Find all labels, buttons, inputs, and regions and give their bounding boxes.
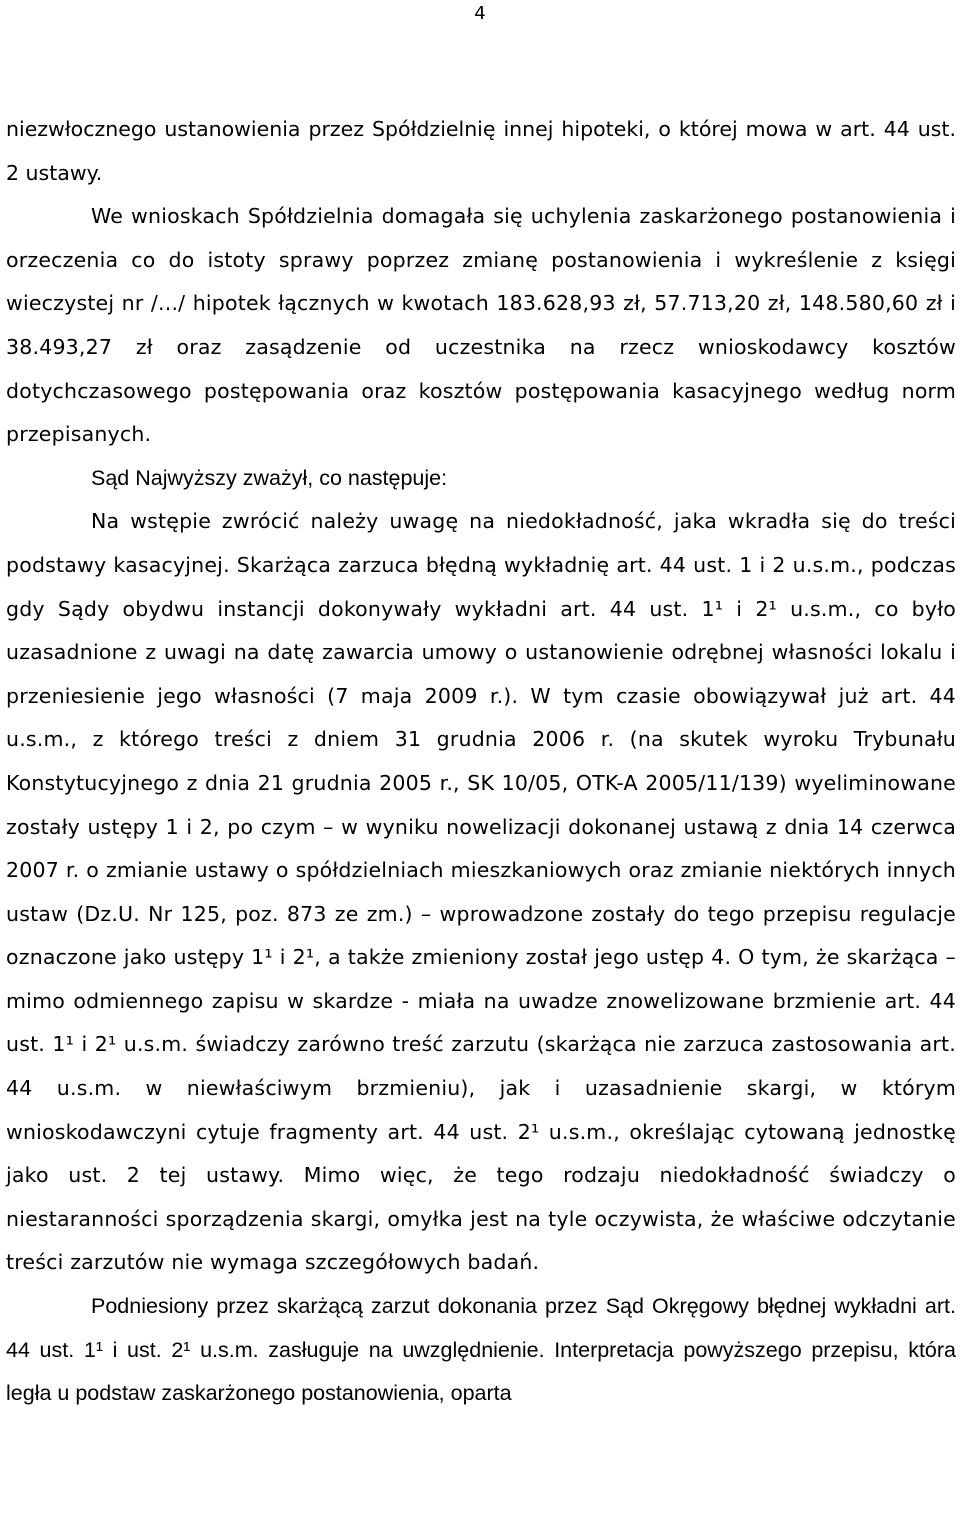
paragraph-requests: We wnioskach Spółdzielnia domagała się uchylenia zaskarżonego postanowienia i orzeczenia co do istoty sprawy poprzez zmianę postanowienia i wykreślenie z księgi wieczystej nr /.../ hipotek łącznych w kwotach 183.628,93 zł, 57.713,20 zł, 148.580,60 zł i 38.493,27 zł oraz zasądzenie od uczestnika na rzecz wnioskodawcy kosztów dotychczasowego postępowania oraz kosztów postępowania kasacyjnego według norm przepisanych. [6, 204, 956, 447]
paragraph-inaccuracy: Na wstępie zwrócić należy uwagę na niedokładność, jaka wkradła się do treści podstawy kasacyjnej. Skarżąca zarzuca błędną wykładnię art. 44 ust. 1 i 2 u.s.m., podczas gdy Sądy obydwu instancji dokonywały wykładni art. 44 ust. 1¹ i 2¹ u.s.m., co było uzasadnione z uwagi na datę zawarcia umowy o ustanowienie odrębnej własności lokalu i przeniesienie jego własności (7 maja 2009 r.). W tym czasie obowiązywał już art. 44 u.s.m., z którego treści z dniem 31 grudnia 2006 r. (na skutek wyroku Trybunału Konstytucyjnego z dnia 21 grudnia 2005 r., SK 10/05, OTK-A 2005/11/139) wyeliminowane zostały ustępy 1 i 2, po czym – w wyniku nowelizacji dokonanej ustawą z dnia 14 czerwca 2007 r. o zmianie ustawy o spółdzielniach mieszkaniowych oraz zmianie niektórych innych ustaw (Dz.U. Nr 125, poz. 873 ze zm.) – wprowadzone zostały do tego przepisu regulacje oznaczone jako ustępy 1¹ i 2¹, a także zmieniony został jego ustęp 4. O tym, że skarżąca – mimo odmiennego zapisu w skardze - miała na uwadze znowelizowane brzmienie art. 44 ust. 1¹ i 2¹ u.s.m. świadczy zarówno treść zarzutu (skarżąca nie zarzuca zastosowania art. 44 u.s.m. w niewłaściwym brzmieniu), jak i uzasadnienie skargi, w którym wnioskodawczyni cytuje fragmenty art. 44 ust. 2¹ u.s.m., określając cytowaną jednostkę jako ust. 2 tej ustawy. Mimo więc, że tego rodzaju niedokładność świadczy o niestaranności sporządzenia skargi, omyłka jest na tyle oczywista, że właściwe odczytanie treści zarzutów nie wymaga szczegółowych badań. [6, 509, 956, 1275]
paragraph-charge: Podniesiony przez skarżącą zarzut dokonania przez Sąd Okręgowy błędnej wykładni art. 44 ust. 1¹ i ust. 2¹ u.s.m. zasługuje na uwzględnienie. Interpretacja powyższego przepisu, która legła u podstaw zaskarżonego postanowienia, oparta [6, 1294, 956, 1406]
paragraph-continuation: niezwłocznego ustanowienia przez Spółdzielnię innej hipoteki, o której mowa w art. 44 ust. 2 ustawy. [6, 117, 956, 185]
page-number: 4 [474, 3, 486, 24]
document-body [6, 108, 956, 1416]
paragraph-heading-considerations: Sąd Najwyższy zważył, co następuje: [91, 465, 448, 490]
